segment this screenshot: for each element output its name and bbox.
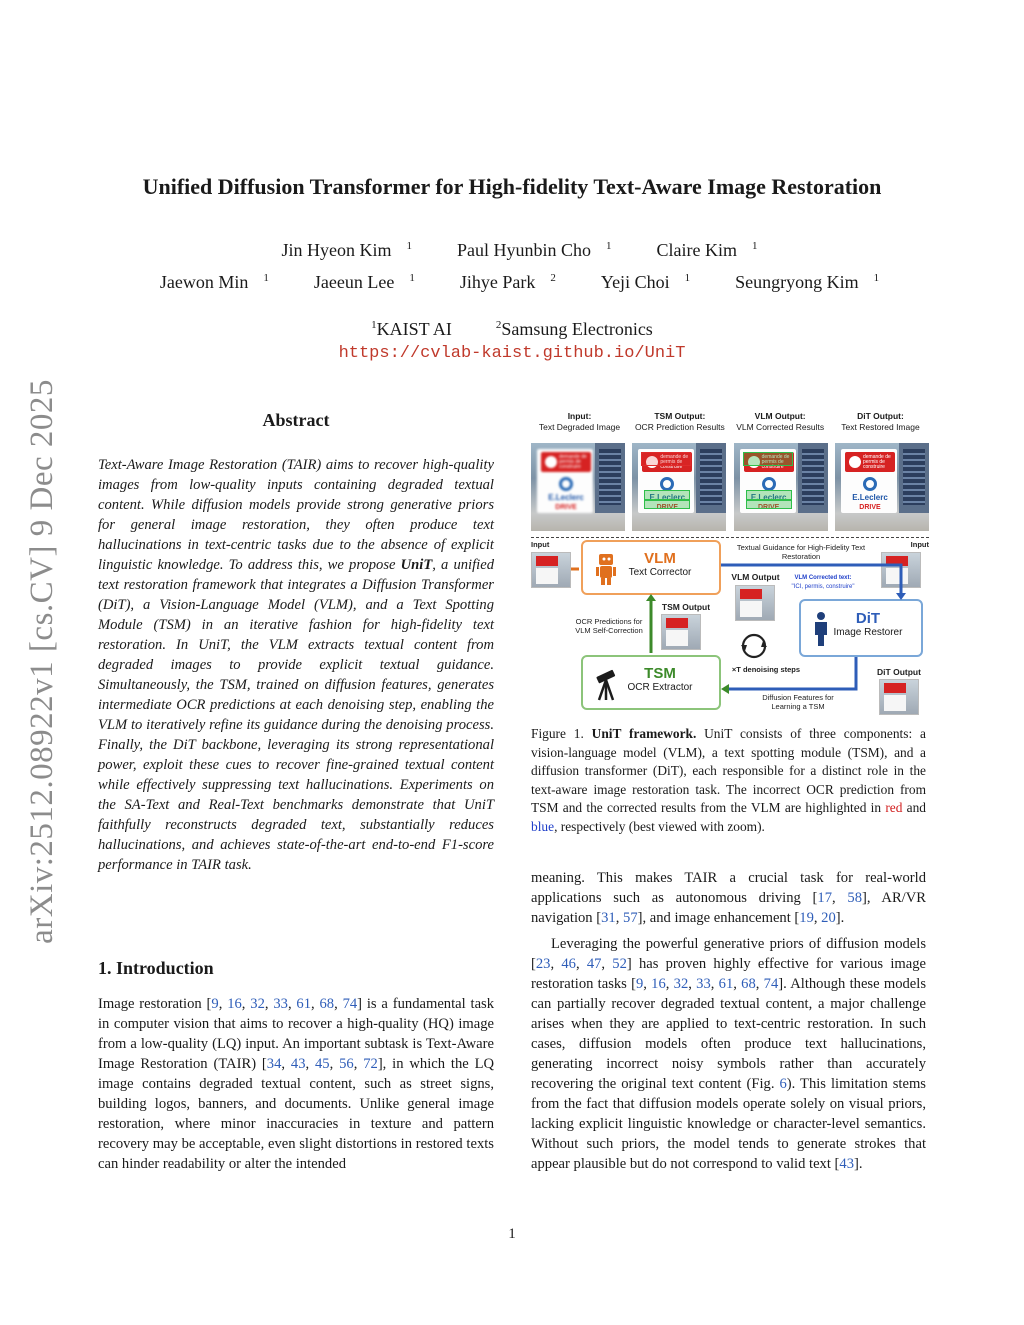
citation-link[interactable]: 68 (319, 996, 335, 1012)
author-affiliation-mark: 1 (606, 240, 612, 252)
citation-link[interactable]: 74 (342, 996, 358, 1012)
citation-link[interactable]: 20 (821, 910, 836, 926)
diffusion-features-label: Diffusion Features for Learning a TSM (762, 693, 834, 711)
author-name: Jin Hyeon Kim (281, 240, 392, 260)
author-name: Jaewon Min (159, 272, 249, 292)
citation-link[interactable]: 61 (718, 976, 734, 992)
citation-link[interactable]: 61 (296, 996, 312, 1012)
figure-column-label: DiT Output: Text Restored Image (841, 411, 920, 432)
tsm-subtitle: OCR Extractor (627, 682, 693, 693)
figure-column-label: VLM Output: VLM Corrected Results (736, 411, 825, 432)
figure-sample-image: demande de permis de construire E.Leclerc DRIVE (531, 443, 625, 531)
citation-link[interactable]: 56 (339, 1056, 354, 1072)
citation-link[interactable]: 16 (227, 996, 242, 1012)
page-number: 1 (508, 1226, 516, 1242)
guidance-label: Textual Guidance for High-Fidelity Text Restoration (736, 543, 866, 561)
citation-link[interactable]: 57 (623, 910, 638, 926)
dit-title: DiT (855, 610, 881, 627)
citation-link[interactable]: 33 (273, 996, 288, 1012)
tsm-title: TSM (644, 665, 676, 682)
arrow-vlm-to-dit (721, 565, 901, 595)
citation-link[interactable]: 33 (696, 976, 711, 992)
citation-link[interactable]: 46 (561, 956, 576, 972)
author-affiliation-mark: 1 (873, 272, 880, 284)
tsm-output-label: TSM Output (661, 602, 711, 612)
citation-link[interactable]: 58 (847, 890, 862, 906)
arxiv-identifier: arXiv:2512.08922v1 [cs.CV] 9 Dec 2025 (23, 378, 60, 944)
abstract-body: Text-Aware Image Restoration (TAIR) aims to recover high-quality images from low-quality inputs containing degraded textual content. While diffusion models provide strong generative priors for general image restoration, they often produce text hallucinations in text-centric tasks due to the absence of explicit linguistic knowledge. To address this, we propose UniT, a unified text restoration framework that integrates a Diffusion Transformer (DiT), a Vision-Language Model (VLM), and a Text Spotting Module (TSM) in an iterative fashion for high-fidelity text restoration. In UniT, the VLM extracts textual content from degraded images to provide explicit textual guidance. Simultaneously, the TSM, trained on diffusion features, generates intermediate OCR predictions at each denoising step, enabling the VLM to iteratively refine its guidance during the denoising process. Finally, the DiT backbone, leveraging its strong representational power, exploit these cues to recover fine-grained textual content while effectively suppressing text hallucinations. Experiments on the SA-Text and Real-Text benchmarks demonstrate that UniT faithfully reconstructs degraded text, substantially reduces hallucinations, and achieves state-of-the-art end-to-end F1-score performance in TAIR task. (98, 457, 494, 873)
figure-arrows (531, 407, 929, 717)
author-affiliation-mark: 1 (684, 272, 691, 284)
method-name: UniT (400, 557, 433, 573)
author-affiliation-mark: 1 (263, 272, 269, 284)
author-affiliation-mark: 1 (409, 272, 415, 284)
author-name: Paul Hyunbin Cho (457, 240, 592, 260)
citation-link[interactable]: 43 (839, 1156, 855, 1172)
figure-sample-image: demande de permis de construire E.Leclerc DRIVE (835, 443, 929, 531)
citation-link[interactable]: 17 (817, 890, 833, 906)
affiliation: $^1$KAIST AI (371, 319, 452, 339)
figure-column-label: Input: Text Degraded Image (538, 411, 621, 432)
figure-ref[interactable]: 6 (779, 1076, 787, 1092)
input-label-right: Input (910, 540, 929, 549)
dit-subtitle: Image Restorer (833, 627, 903, 638)
citation-link[interactable]: 34 (266, 1056, 282, 1072)
citation-link[interactable]: 23 (535, 956, 551, 972)
citation-link[interactable]: 52 (612, 956, 627, 972)
ocr-predictions-label: OCR Predictions for VLM Self-Correction (575, 617, 643, 635)
citation-link[interactable]: 9 (635, 976, 644, 992)
citation-link[interactable]: 47 (586, 956, 602, 972)
author-affiliation-mark: 1 (752, 240, 758, 252)
arrow-dit-to-tsm (727, 657, 856, 689)
author-name: Claire Kim (656, 240, 737, 260)
citation-link[interactable]: 32 (673, 976, 689, 992)
affiliation: $^2$Samsung Electronics (495, 319, 653, 339)
vlm-corrected-text: VLM Corrected text: "ICI, permis, construire" (791, 575, 855, 590)
author-name: Yeji Choi (600, 272, 670, 292)
citation-link[interactable]: 31 (601, 910, 616, 926)
author-list-line2 (0, 272, 1024, 293)
author-list-line1 (0, 240, 1024, 261)
figure-sample-image: demande de permis de construire E.Leclerc DRIVE (632, 443, 726, 531)
project-url[interactable]: https://cvlab-kaist.github.io/UniT (338, 344, 686, 363)
section-heading-introduction: 1. Introduction (98, 958, 214, 978)
citation-link[interactable]: 32 (250, 996, 265, 1012)
vlm-subtitle: Text Corrector (628, 567, 692, 578)
author-name: Seungryong Kim (735, 272, 859, 292)
body-paragraph-2: Leveraging the powerful generative priors of diffusion models [23, 46, 47, 52] has proven highly effective for various image restoration tasks [9, 16, 32, 33, 61, 68, 74]. Although these models can partially recover degraded textual content, a major challenge arises when they are applied to text-centric restoration. In such cases, diffusion models often produce text hallucinations, generating incorrect noisy symbols rather than accurately recovering the original text content (Fig. 6). This limitation stems from the fact that diffusion models operate solely on visual priors, lacking explicit linguistic knowledge or character-level semantics. Without such priors, the model tends to generate strokes that appear plausible but do not correspond to valid text [43]. (531, 936, 927, 1172)
input-label-left: Input (531, 540, 550, 549)
figure-caption: Figure 1. UniT framework. UniT consists of three components: a vision-language model (VLM), a text spotting module (TSM), and a diffusion transformer (DiT), each responsible for a distinct role in the text-aware image restoration task. The incorrect OCR prediction from TSM and the corrected results from the VLM are highlighted in red and blue, respectively (best viewed with zoom). (531, 726, 926, 834)
figure-sample-image: demande de permis de construire E.Leclerc DRIVE (734, 443, 828, 531)
figure-column-label: TSM Output: OCR Prediction Results (634, 411, 725, 432)
citation-link[interactable]: 74 (763, 976, 779, 992)
body-paragraph-1: meaning. This makes TAIR a crucial task for real-world applications such as autonomous driving [17, 58], AR/VR navigation [31, 57], and image enhancement [19, 20]. (531, 870, 927, 926)
citation-link[interactable]: 16 (651, 976, 666, 992)
citation-link[interactable]: 9 (211, 996, 219, 1012)
dit-output-label: DiT Output (877, 667, 921, 677)
citation-link[interactable]: 43 (290, 1056, 306, 1072)
figure-1-diagram (531, 407, 929, 717)
vlm-output-label: VLM Output (731, 572, 780, 582)
affiliations (0, 319, 1024, 340)
introduction-paragraph: Image restoration [9, 16, 32, 33, 61, 68, 74] is a fundamental task in computer vision that aims to recover a high-quality (HQ) image from a low-quality (LQ) input. An important subtask is Text-Aware Image Restoration (TAIR) [34, 43, 45, 56, 72], in which the LQ image contains degraded textual content, such as street signs, building logos, banners, and documents. Unlike general image restoration, where minor inaccuracies in texture and pattern recovery may be acceptable, even slight distortions in restored texts can hinder readability or alter the intended (98, 996, 495, 1172)
denoising-steps-label: ×T denoising steps (731, 665, 801, 674)
citation-link[interactable]: 72 (363, 1056, 378, 1072)
author-affiliation-mark: 2 (550, 272, 556, 284)
citation-link[interactable]: 68 (741, 976, 756, 992)
author-name: Jihye Park (459, 272, 536, 292)
vlm-title: VLM (644, 550, 676, 567)
author-name: Jaeeun Lee (313, 272, 395, 292)
citation-link[interactable]: 45 (315, 1056, 330, 1072)
author-affiliation-mark: 1 (406, 240, 412, 252)
citation-link[interactable]: 19 (799, 910, 814, 926)
paper-title: Unified Diffusion Transformer for High-fidelity Text-Aware Image Restoration (142, 174, 882, 199)
abstract-heading: Abstract (262, 410, 330, 430)
